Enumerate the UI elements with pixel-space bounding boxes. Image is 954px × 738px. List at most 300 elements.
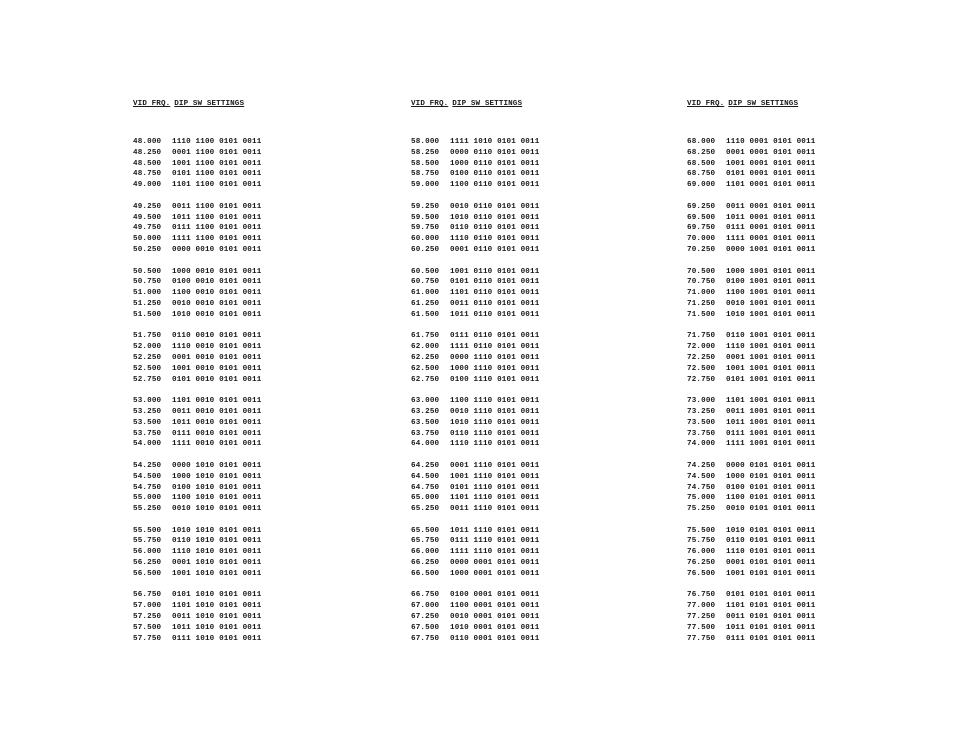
table-row <box>133 299 373 310</box>
dip-switch-setting: 0111 0001 0101 0011 <box>726 224 816 233</box>
vid-frequency: 58.000 <box>411 138 440 146</box>
table-row <box>411 601 651 612</box>
setting-group <box>687 137 927 191</box>
table-row <box>411 223 651 234</box>
table-row <box>133 234 373 245</box>
vid-frequency: 54.500 <box>133 472 162 481</box>
vid-frequency: 66.500 <box>411 569 440 578</box>
vid-frequency: 51.000 <box>133 289 162 298</box>
dip-switch-setting: 0000 0110 0101 0011 <box>450 148 540 157</box>
dip-switch-setting: 1100 0010 0101 0011 <box>172 289 262 298</box>
dip-switch-setting: 0010 0101 0101 0011 <box>726 505 816 514</box>
table-row <box>411 288 651 299</box>
dip-switch-setting: 0001 1010 0101 0011 <box>172 559 262 568</box>
table-row <box>411 342 651 353</box>
table-row <box>687 213 927 224</box>
setting-groups <box>133 137 373 644</box>
table-row <box>687 526 927 537</box>
table-row <box>411 331 651 342</box>
table-row <box>133 526 373 537</box>
dip-switch-setting: 0110 1010 0101 0011 <box>172 537 262 546</box>
dip-switch-setting: 1011 1110 0101 0011 <box>450 526 540 535</box>
setting-group <box>133 526 373 580</box>
dip-switch-setting: 1011 0001 0101 0011 <box>726 213 816 222</box>
dip-switch-setting: 1111 0001 0101 0011 <box>726 235 816 244</box>
dip-switch-setting: 0010 0001 0101 0011 <box>450 613 540 622</box>
dip-switch-setting: 0101 1110 0101 0011 <box>450 483 540 492</box>
dip-switch-setting: 1011 1100 0101 0011 <box>172 213 262 222</box>
table-row <box>133 472 373 483</box>
vid-frequency: 68.500 <box>687 159 716 168</box>
table-row <box>687 234 927 245</box>
dip-switch-setting: 0111 0110 0101 0011 <box>450 332 540 341</box>
vid-frequency: 53.000 <box>133 397 162 406</box>
vid-frequency: 65.750 <box>411 537 440 546</box>
table-row <box>687 612 927 623</box>
vid-frequency: 49.000 <box>133 181 162 190</box>
table-row <box>687 634 927 645</box>
vid-frequency: 61.250 <box>411 299 440 308</box>
vid-frequency: 76.500 <box>687 569 716 578</box>
table-row <box>687 148 927 159</box>
table-row <box>411 353 651 364</box>
vid-frequency: 73.250 <box>687 407 716 416</box>
dip-switch-setting: 0011 0101 0101 0011 <box>726 613 816 622</box>
dip-switch-setting: 0100 0001 0101 0011 <box>450 591 540 600</box>
table-row <box>411 439 651 450</box>
table-row <box>687 558 927 569</box>
setting-group <box>687 461 927 515</box>
vid-frequency: 59.000 <box>411 181 440 190</box>
vid-frequency: 52.000 <box>133 343 162 352</box>
table-row <box>133 245 373 256</box>
dip-switch-setting: 1110 1100 0101 0011 <box>172 138 262 146</box>
setting-group <box>687 267 927 321</box>
vid-frequency: 64.750 <box>411 483 440 492</box>
vid-frequency: 50.750 <box>133 278 162 287</box>
table-row <box>133 364 373 375</box>
vid-frequency: 58.500 <box>411 159 440 168</box>
table-row <box>133 504 373 515</box>
vid-frequency: 64.250 <box>411 461 440 470</box>
column-2 <box>411 100 651 655</box>
table-row <box>411 634 651 645</box>
vid-frequency: 63.750 <box>411 429 440 438</box>
table-row <box>411 364 651 375</box>
dip-switch-setting: 1011 1010 0101 0011 <box>172 623 262 632</box>
dip-switch-setting: 0101 1010 0101 0011 <box>172 591 262 600</box>
dip-switch-setting: 1101 0101 0101 0011 <box>726 602 816 611</box>
vid-frequency: 74.000 <box>687 440 716 449</box>
table-row <box>133 612 373 623</box>
vid-frequency: 61.000 <box>411 289 440 298</box>
dip-switch-setting: 0111 1110 0101 0011 <box>450 537 540 546</box>
dip-switch-setting: 1010 1110 0101 0011 <box>450 418 540 427</box>
table-row <box>687 331 927 342</box>
dip-switch-setting: 0101 0101 0101 0011 <box>726 591 816 600</box>
dip-switch-setting: 1110 1010 0101 0011 <box>172 548 262 557</box>
table-row <box>687 310 927 321</box>
vid-frequency: 57.750 <box>133 634 162 643</box>
dip-switch-setting: 1111 1001 0101 0011 <box>726 440 816 449</box>
dip-switch-setting: 1010 1001 0101 0011 <box>726 310 816 319</box>
vid-frequency: 72.250 <box>687 353 716 362</box>
vid-frequency: 63.250 <box>411 407 440 416</box>
setting-group <box>133 590 373 644</box>
vid-frequency: 72.750 <box>687 375 716 384</box>
dip-switch-setting: 1001 0010 0101 0011 <box>172 364 262 373</box>
table-row <box>687 493 927 504</box>
dip-switch-setting: 1110 0001 0101 0011 <box>726 138 816 146</box>
table-row <box>687 418 927 429</box>
vid-frequency: 69.750 <box>687 224 716 233</box>
table-row <box>687 601 927 612</box>
vid-frequency: 55.750 <box>133 537 162 546</box>
dip-switch-setting: 1011 0101 0101 0011 <box>726 623 816 632</box>
vid-frequency: 74.500 <box>687 472 716 481</box>
table-row <box>411 612 651 623</box>
table-row <box>133 547 373 558</box>
table-row <box>133 623 373 634</box>
setting-group <box>133 461 373 515</box>
vid-frequency: 50.500 <box>133 267 162 276</box>
table-row <box>133 288 373 299</box>
table-row <box>133 223 373 234</box>
table-row <box>411 461 651 472</box>
dip-switch-setting: 0111 1001 0101 0011 <box>726 429 816 438</box>
vid-frequency: 63.000 <box>411 397 440 406</box>
vid-frequency: 76.250 <box>687 559 716 568</box>
dip-switch-setting: 0001 1001 0101 0011 <box>726 353 816 362</box>
dip-switch-setting: 1001 1110 0101 0011 <box>450 472 540 481</box>
dip-switch-setting: 0000 0101 0101 0011 <box>726 461 816 470</box>
table-row <box>133 310 373 321</box>
dip-switch-setting: 0010 0110 0101 0011 <box>450 202 540 211</box>
dip-switch-setting: 1100 1110 0101 0011 <box>450 397 540 406</box>
vid-frequency: 68.000 <box>687 138 716 146</box>
table-row <box>411 310 651 321</box>
setting-group <box>133 331 373 385</box>
vid-frequency: 72.000 <box>687 343 716 352</box>
setting-group <box>411 396 651 450</box>
dip-switch-setting: 0101 1100 0101 0011 <box>172 170 262 179</box>
dip-switch-setting: 0000 1001 0101 0011 <box>726 245 816 254</box>
vid-frequency: 48.500 <box>133 159 162 168</box>
vid-frequency: 57.250 <box>133 613 162 622</box>
vid-frequency: 76.000 <box>687 548 716 557</box>
dip-switch-setting: 0110 1001 0101 0011 <box>726 332 816 341</box>
table-row <box>687 342 927 353</box>
vid-frequency: 63.500 <box>411 418 440 427</box>
table-row <box>687 288 927 299</box>
table-row <box>411 493 651 504</box>
table-row <box>687 364 927 375</box>
vid-frequency: 58.750 <box>411 170 440 179</box>
column-header <box>411 100 651 114</box>
dip-switch-setting: 1101 1110 0101 0011 <box>450 494 540 503</box>
vid-frequency: 53.250 <box>133 407 162 416</box>
table-row <box>687 590 927 601</box>
vid-frequency: 57.000 <box>133 602 162 611</box>
dip-switch-setting: 0010 1001 0101 0011 <box>726 299 816 308</box>
vid-frequency: 61.750 <box>411 332 440 341</box>
dip-switch-setting: 1110 0010 0101 0011 <box>172 343 262 352</box>
dip-switch-setting: 0100 0110 0101 0011 <box>450 170 540 179</box>
vid-frequency: 54.750 <box>133 483 162 492</box>
vid-frq-heading: VID FRQ. <box>411 100 449 108</box>
table-row <box>133 634 373 645</box>
vid-frequency: 51.500 <box>133 310 162 319</box>
table-row <box>687 159 927 170</box>
vid-frequency: 77.250 <box>687 613 716 622</box>
vid-frequency: 65.000 <box>411 494 440 503</box>
table-row <box>133 590 373 601</box>
setting-groups <box>411 137 651 644</box>
table-row <box>687 623 927 634</box>
dip-switch-setting: 0011 1100 0101 0011 <box>172 202 262 211</box>
vid-frequency: 69.250 <box>687 202 716 211</box>
vid-frequency: 69.000 <box>687 181 716 190</box>
dip-switch-setting: 1011 0110 0101 0011 <box>450 310 540 319</box>
vid-frequency: 55.250 <box>133 505 162 514</box>
vid-frequency: 50.000 <box>133 235 162 244</box>
vid-frequency: 67.250 <box>411 613 440 622</box>
vid-frequency: 67.000 <box>411 602 440 611</box>
table-row <box>411 483 651 494</box>
dip-switch-setting: 1111 1010 0101 0011 <box>450 138 540 146</box>
dip-switch-setting: 1010 0001 0101 0011 <box>450 623 540 632</box>
table-row <box>687 202 927 213</box>
table-row <box>133 267 373 278</box>
vid-frequency: 65.250 <box>411 505 440 514</box>
table-row <box>411 569 651 580</box>
vid-frequency: 68.750 <box>687 170 716 179</box>
table-row <box>411 169 651 180</box>
vid-frequency: 51.250 <box>133 299 162 308</box>
table-row <box>133 277 373 288</box>
dip-switch-setting: 0000 1010 0101 0011 <box>172 461 262 470</box>
table-row <box>133 148 373 159</box>
dip-switch-setting: 1101 0110 0101 0011 <box>450 289 540 298</box>
vid-frequency: 48.750 <box>133 170 162 179</box>
vid-frequency: 48.000 <box>133 138 162 146</box>
dip-switch-setting: 0010 1010 0101 0011 <box>172 505 262 514</box>
table-row <box>687 407 927 418</box>
dip-switch-setting: 1110 1001 0101 0011 <box>726 343 816 352</box>
dip-switch-setting: 0011 1001 0101 0011 <box>726 407 816 416</box>
table-row <box>411 137 651 148</box>
setting-group <box>687 526 927 580</box>
dip-switch-setting: 0101 0110 0101 0011 <box>450 278 540 287</box>
vid-frequency: 54.000 <box>133 440 162 449</box>
setting-group <box>411 331 651 385</box>
dip-switch-setting: 0100 1001 0101 0011 <box>726 278 816 287</box>
vid-frequency: 66.000 <box>411 548 440 557</box>
table-row <box>133 558 373 569</box>
table-row <box>133 493 373 504</box>
vid-frequency: 75.500 <box>687 526 716 535</box>
dip-switch-setting: 0001 1100 0101 0011 <box>172 148 262 157</box>
table-row <box>687 353 927 364</box>
vid-frequency: 70.500 <box>687 267 716 276</box>
table-row <box>133 483 373 494</box>
dip-switch-setting: 0101 1001 0101 0011 <box>726 375 816 384</box>
column-header <box>687 100 927 114</box>
vid-frequency: 52.750 <box>133 375 162 384</box>
dip-switch-setting: 0000 0001 0101 0011 <box>450 559 540 568</box>
dip-switch-setting: 1000 1010 0101 0011 <box>172 472 262 481</box>
dip-switch-setting: 1111 1110 0101 0011 <box>450 548 540 557</box>
dip-switch-setting: 1100 1001 0101 0011 <box>726 289 816 298</box>
table-row <box>687 569 927 580</box>
vid-frequency: 75.750 <box>687 537 716 546</box>
table-row <box>687 223 927 234</box>
dip-switch-setting: 0110 0001 0101 0011 <box>450 634 540 643</box>
vid-frequency: 49.250 <box>133 202 162 211</box>
vid-frequency: 66.750 <box>411 591 440 600</box>
dip-switch-setting: 1001 1100 0101 0011 <box>172 159 262 168</box>
table-row <box>687 429 927 440</box>
vid-frequency: 52.500 <box>133 364 162 373</box>
vid-frequency: 71.500 <box>687 310 716 319</box>
table-row <box>687 472 927 483</box>
table-row <box>133 396 373 407</box>
table-row <box>133 418 373 429</box>
vid-frequency: 65.500 <box>411 526 440 535</box>
dip-switch-setting: 0010 1110 0101 0011 <box>450 407 540 416</box>
dip-switch-setting: 1100 0001 0101 0011 <box>450 602 540 611</box>
table-row <box>133 536 373 547</box>
vid-frequency: 59.500 <box>411 213 440 222</box>
dip-switch-setting: 1011 0010 0101 0011 <box>172 418 262 427</box>
vid-frequency: 62.250 <box>411 353 440 362</box>
table-row <box>687 169 927 180</box>
vid-frequency: 56.250 <box>133 559 162 568</box>
table-row <box>133 439 373 450</box>
table-row <box>133 461 373 472</box>
dip-switch-setting: 0010 0010 0101 0011 <box>172 299 262 308</box>
dip-switch-setting: 0101 0001 0101 0011 <box>726 170 816 179</box>
table-row <box>133 180 373 191</box>
setting-group <box>411 461 651 515</box>
vid-frequency: 74.250 <box>687 461 716 470</box>
column-1 <box>133 100 373 655</box>
vid-frequency: 73.750 <box>687 429 716 438</box>
table-row <box>133 569 373 580</box>
dip-switch-setting: 1110 1110 0101 0011 <box>450 440 540 449</box>
table-row <box>133 342 373 353</box>
table-row <box>133 375 373 386</box>
table-row <box>411 407 651 418</box>
setting-group <box>133 137 373 191</box>
table-row <box>411 526 651 537</box>
table-row <box>411 536 651 547</box>
table-row <box>133 159 373 170</box>
dip-switch-setting: 1100 0110 0101 0011 <box>450 181 540 190</box>
dip-switch-setting: 1101 0001 0101 0011 <box>726 181 816 190</box>
vid-frequency: 73.000 <box>687 397 716 406</box>
setting-group <box>687 590 927 644</box>
vid-frequency: 66.250 <box>411 559 440 568</box>
table-row <box>687 504 927 515</box>
column-header <box>133 100 373 114</box>
setting-group <box>687 331 927 385</box>
dip-switch-setting: 0001 0010 0101 0011 <box>172 353 262 362</box>
setting-group <box>411 202 651 256</box>
setting-group <box>687 396 927 450</box>
vid-frequency: 54.250 <box>133 461 162 470</box>
vid-frequency: 70.000 <box>687 235 716 244</box>
dip-switch-setting: 1010 0010 0101 0011 <box>172 310 262 319</box>
dip-switch-setting: 1111 0010 0101 0011 <box>172 440 262 449</box>
setting-group <box>687 202 927 256</box>
vid-frequency: 61.500 <box>411 310 440 319</box>
table-row <box>687 137 927 148</box>
dip-switch-setting: 1001 1010 0101 0011 <box>172 569 262 578</box>
table-row <box>687 245 927 256</box>
dip-switch-setting: 1000 1110 0101 0011 <box>450 364 540 373</box>
vid-frequency: 77.750 <box>687 634 716 643</box>
dip-switch-setting: 1111 0110 0101 0011 <box>450 343 540 352</box>
dip-switch-setting: 1000 0001 0101 0011 <box>450 569 540 578</box>
dip-switch-setting: 0000 1110 0101 0011 <box>450 353 540 362</box>
dip-switch-setting: 1001 1001 0101 0011 <box>726 364 816 373</box>
vid-frq-heading: VID FRQ. <box>687 100 725 108</box>
table-row <box>411 623 651 634</box>
dip-switch-setting: 0111 0010 0101 0011 <box>172 429 262 438</box>
vid-frequency: 60.500 <box>411 267 440 276</box>
dip-sw-heading: DIP SW SETTINGS <box>452 100 523 108</box>
dip-switch-setting: 0100 1110 0101 0011 <box>450 375 540 384</box>
vid-frequency: 68.250 <box>687 148 716 157</box>
table-row <box>133 429 373 440</box>
vid-frequency: 62.750 <box>411 375 440 384</box>
dip-switch-setting: 0000 0010 0101 0011 <box>172 245 262 254</box>
vid-frequency: 53.750 <box>133 429 162 438</box>
table-row <box>687 439 927 450</box>
table-row <box>411 504 651 515</box>
vid-frequency: 57.500 <box>133 623 162 632</box>
vid-frequency: 49.500 <box>133 213 162 222</box>
vid-frequency: 75.250 <box>687 505 716 514</box>
table-row <box>411 245 651 256</box>
dip-switch-setting: 0100 0101 0101 0011 <box>726 483 816 492</box>
dip-switch-setting: 1101 1100 0101 0011 <box>172 181 262 190</box>
vid-frequency: 77.500 <box>687 623 716 632</box>
vid-frequency: 56.500 <box>133 569 162 578</box>
table-row <box>411 299 651 310</box>
vid-frq-heading: VID FRQ. <box>133 100 171 108</box>
vid-frequency: 71.250 <box>687 299 716 308</box>
table-row <box>411 590 651 601</box>
dip-switch-setting: 0111 0101 0101 0011 <box>726 634 816 643</box>
table-row <box>411 234 651 245</box>
dip-switch-setting: 1101 1001 0101 0011 <box>726 397 816 406</box>
table-row <box>411 429 651 440</box>
table-row <box>411 148 651 159</box>
table-row <box>133 169 373 180</box>
table-row <box>687 461 927 472</box>
table-row <box>411 277 651 288</box>
table-row <box>411 267 651 278</box>
vid-frequency: 59.250 <box>411 202 440 211</box>
table-row <box>411 213 651 224</box>
dip-switch-setting: 1001 0110 0101 0011 <box>450 267 540 276</box>
dip-switch-setting: 1110 0101 0101 0011 <box>726 548 816 557</box>
table-row <box>133 331 373 342</box>
vid-frequency: 71.000 <box>687 289 716 298</box>
dip-switch-setting: 1010 1010 0101 0011 <box>172 526 262 535</box>
